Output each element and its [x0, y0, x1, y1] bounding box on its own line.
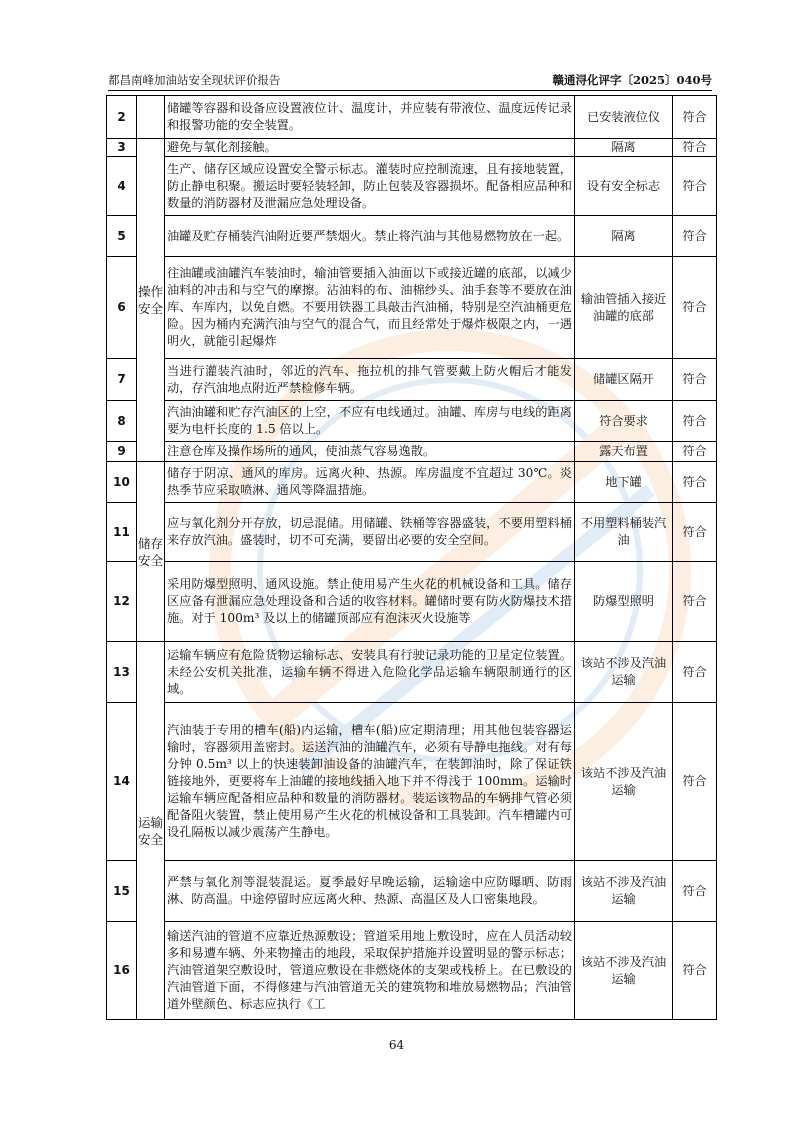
row-number: 14	[107, 703, 137, 861]
table-row	[107, 442, 717, 462]
row-number: 2	[107, 96, 137, 139]
table-row	[107, 216, 717, 257]
status-text: 该站不涉及汽油运输	[575, 703, 673, 861]
result-text: 符合	[673, 359, 717, 401]
table-row	[107, 359, 717, 401]
requirement-text: 避免与氧化剂接触。	[165, 139, 575, 157]
status-text: 隔离	[575, 216, 673, 257]
row-number: 11	[107, 503, 137, 562]
status-text: 储罐区隔开	[575, 359, 673, 401]
table-row	[107, 139, 717, 157]
requirement-text: 汽油装于专用的槽车(船)内运输，槽车(船)应定期清理；用其他包装容器运输时，容器须用盖密封。运送汽油的油罐汽车，必须有导静电拖线。对有每分钟 0.5m³ 以上的快速装卸油设备的油罐汽车，在装卸油时，除了保证铁链接地外，更要将车上油罐的接地线插入地下并不得浅于 100mm。运输时运输车辆应配备相应品种和数量的消防器材。装运该物品的车辆排气管必须配备阻火装置，禁止使用易产生火花的机械设备和工具装卸。汽车槽罐内可设孔隔板以减少震荡产生静电。	[165, 703, 575, 861]
status-text: 不用塑料桶装汽油	[575, 503, 673, 562]
requirement-text: 注意仓库及操作场所的通风，使油蒸气容易逸散。	[165, 442, 575, 462]
requirement-text: 运输车辆应有危险货物运输标志、安装具有行驶记录功能的卫星定位装置。未经公安机关批准，运输车辆不得进入危险化学品运输车辆限制通行的区域。	[165, 642, 575, 703]
table-row	[107, 96, 717, 139]
table-row	[107, 462, 717, 503]
requirement-text: 应与氧化剂分开存放，切忌混储。用储罐、铁桶等容器盛装，不要用塑料桶来存放汽油。盛装时，切不可充满，要留出必要的安全空间。	[165, 503, 575, 562]
status-text: 输油管插入接近油罐的底部	[575, 257, 673, 359]
table-row	[107, 257, 717, 359]
evaluation-table	[106, 95, 717, 1020]
table-row	[107, 157, 717, 216]
page-header	[108, 70, 712, 91]
status-text: 地下罐	[575, 462, 673, 503]
table-row	[107, 503, 717, 562]
requirement-text: 油罐及贮存桶装汽油附近要严禁烟火。禁止将汽油与其他易燃物放在一起。	[165, 216, 575, 257]
result-text: 符合	[673, 922, 717, 1020]
status-text: 设有安全标志	[575, 157, 673, 216]
requirement-text: 采用防爆型照明、通风设施。禁止使用易产生火花的机械设备和工具。储存区应备有泄漏应急处理设备和合适的收容材料。罐储时要有防火防爆技术措施。对于 100m³ 及以上的储罐顶部应有泡沫灭火设施等	[165, 562, 575, 642]
row-number: 9	[107, 442, 137, 462]
requirement-text: 严禁与氧化剂等混装混运。夏季最好早晚运输，运输途中应防曝晒、防雨淋、防高温。中途停留时应远离火种、热源、高温区及人口密集地段。	[165, 861, 575, 922]
status-text: 已安装液位仪	[575, 96, 673, 139]
requirement-text: 汽油油罐和贮存汽油区的上空，不应有电线通过。油罐、库房与电线的距离要为电杆长度的 1.5 倍以上。	[165, 401, 575, 442]
row-number: 13	[107, 642, 137, 703]
status-text: 防爆型照明	[575, 562, 673, 642]
row-number: 8	[107, 401, 137, 442]
row-number: 4	[107, 157, 137, 216]
category-transport: 运输安全	[137, 642, 165, 1020]
result-text: 符合	[673, 562, 717, 642]
result-text: 符合	[673, 96, 717, 139]
status-text: 隔离	[575, 139, 673, 157]
result-text: 符合	[673, 503, 717, 562]
result-text: 符合	[673, 642, 717, 703]
category-storage: 储存安全	[137, 462, 165, 642]
row-number: 3	[107, 139, 137, 157]
table-row	[107, 922, 717, 1020]
row-number: 5	[107, 216, 137, 257]
result-text: 符合	[673, 861, 717, 922]
table-row	[107, 642, 717, 703]
row-number: 6	[107, 257, 137, 359]
result-text: 符合	[673, 216, 717, 257]
result-text: 符合	[673, 139, 717, 157]
status-text: 符合要求	[575, 401, 673, 442]
category-cell	[137, 96, 165, 139]
row-number: 12	[107, 562, 137, 642]
requirement-text: 往油罐或油罐汽车装油时，输油管要插入油面以下或接近罐的底部，以减少油料的冲击和与空气的摩擦。沾油料的布、油棉纱头、油手套等不要放在油库、车库内，以免自燃。不要用铁器工具敲击汽油桶，特别是空汽油桶更危险。因为桶内充满汽油与空气的混合气，而且经常处于爆炸极限之内，一遇明火，就能引起爆炸	[165, 257, 575, 359]
table-row	[107, 861, 717, 922]
requirement-text: 当进行灌装汽油时，邻近的汽车、拖拉机的排气管要戴上防火帽后才能发动，存汽油地点附近严禁检修车辆。	[165, 359, 575, 401]
row-number: 10	[107, 462, 137, 503]
table-row	[107, 401, 717, 442]
requirement-text: 储罐等容器和设备应设置液位计、温度计，并应装有带液位、温度远传记录和报警功能的安全装置。	[165, 96, 575, 139]
row-number: 7	[107, 359, 137, 401]
result-text: 符合	[673, 157, 717, 216]
result-text: 符合	[673, 257, 717, 359]
report-title: 都昌南峰加油站安全现状评价报告	[108, 73, 281, 87]
status-text: 该站不涉及汽油运输	[575, 922, 673, 1020]
requirement-text: 储存于阴凉、通风的库房。远离火种、热源。库房温度不宜超过 30℃。炎热季节应采取喷淋、通风等降温措施。	[165, 462, 575, 503]
report-number: 赣通浔化评字〔2025〕040号	[552, 73, 712, 87]
page-number: 64	[388, 1038, 405, 1052]
table-row	[107, 562, 717, 642]
table-row	[107, 703, 717, 861]
row-number: 15	[107, 861, 137, 922]
result-text: 符合	[673, 462, 717, 503]
result-text: 符合	[673, 442, 717, 462]
requirement-text: 生产、储存区域应设置安全警示标志。灌装时应控制流速，且有接地装置，防止静电积聚。搬运时要轻装轻卸，防止包装及容器损坏。配备相应品种和数量的消防器材及泄漏应急处理设备。	[165, 157, 575, 216]
status-text: 露天布置	[575, 442, 673, 462]
requirement-text: 输送汽油的管道不应靠近热源敷设；管道采用地上敷设时，应在人员活动较多和易遭车辆、外来物撞击的地段，采取保护措施并设置明显的警示标志；汽油管道架空敷设时，管道应敷设在非燃烧体的支架或栈桥上。在已敷设的汽油管道下面，不得修建与汽油管道无关的建筑物和堆放易燃物品；汽油管道外壁颜色、标志应执行《工	[165, 922, 575, 1020]
row-number: 16	[107, 922, 137, 1020]
result-text: 符合	[673, 703, 717, 861]
result-text: 符合	[673, 401, 717, 442]
category-operation: 操作安全	[137, 139, 165, 462]
status-text: 该站不涉及汽油运输	[575, 861, 673, 922]
status-text: 该站不涉及汽油运输	[575, 642, 673, 703]
